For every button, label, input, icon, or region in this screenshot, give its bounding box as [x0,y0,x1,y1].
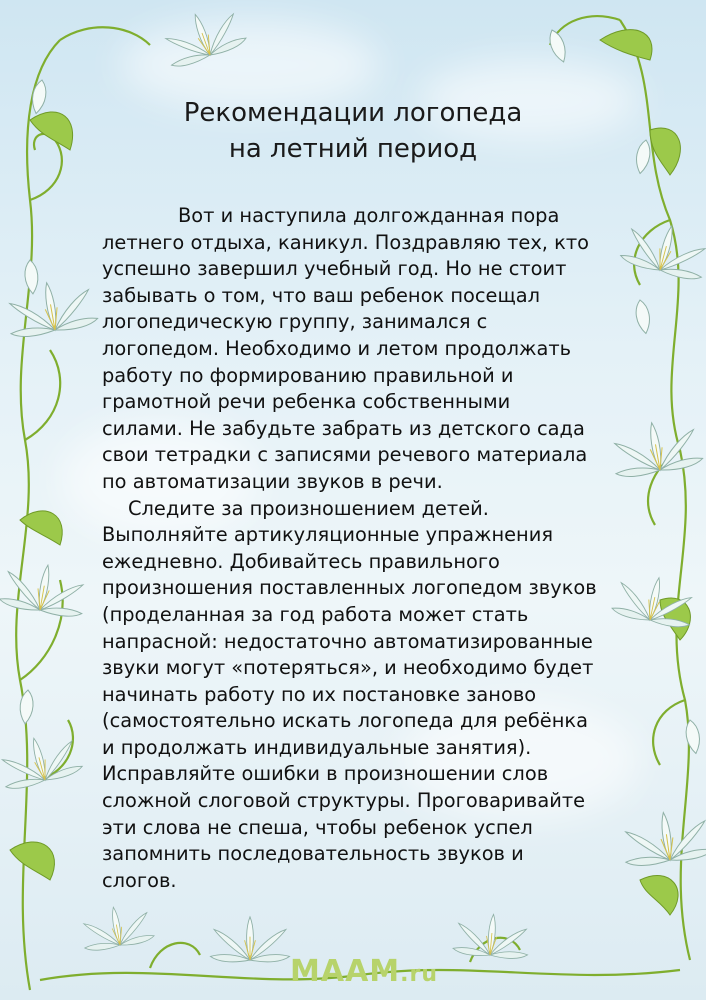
text-line: Выполняйте артикуляционные упражнения [102,523,554,547]
page-title [100,95,606,167]
text-line: Исправляйте ошибки в произношении слов [102,762,549,786]
text-line: логопедическую группу, занимался с [102,310,488,334]
text-line: (проделанная за год работа может стать [102,602,529,626]
text-line: свои тетрадки с записями речевого материала [102,443,588,467]
body-text [102,203,622,894]
title-line-1: Рекомендации логопеда [183,98,523,128]
title-line-2: на летний период [228,134,478,164]
text-line: по автоматизации звуков в речи. [102,469,443,493]
text-line: произношения поставленных логопедом звуков [102,576,597,600]
text-line: ежедневно. Добивайтесь правильного [102,549,500,573]
text-line: Вот и наступила долгожданная пора [178,204,560,227]
text-line: слогов. [102,868,177,892]
text-line: запомнить последовательность звуков и [102,842,524,866]
text-line: логопедом. Необходимо и летом продолжать [102,336,572,360]
site-watermark [290,954,440,989]
text-line: грамотной речи ребенка собственными [102,390,511,414]
text-line: сложной слоговой структуры. Проговаривайте [102,789,586,813]
text-line: работу по формированию правильной и [102,363,514,387]
text-line: и продолжать индивидуальные занятия). [102,735,532,759]
text-line: напрасной: недостаточно автоматизированные [102,629,593,653]
text-line: (самостоятельно искать логопеда для ребёнка [102,709,588,733]
text-line: звуки могут «потеряться», и необходимо будет [102,656,594,680]
text-line: летнего отдыха, каникул. Поздравляю тех, кто [102,230,590,254]
text-line: силами. Не забудьте забрать из детского сада [102,416,585,440]
text-line: начинать работу по их постановке заново [102,682,537,706]
text-line: Следите за произношением детей. [128,496,489,520]
text-line: забывать о том, что ваш ребенок посещал [102,283,541,307]
watermark-suffix: .ru [400,962,439,987]
text-line: эти слова не спеша, чтобы ребенок успел [102,815,533,839]
watermark-main: MAAM [290,954,401,989]
text-line: успешно завершил учебный год. Но не стоит [102,257,567,281]
